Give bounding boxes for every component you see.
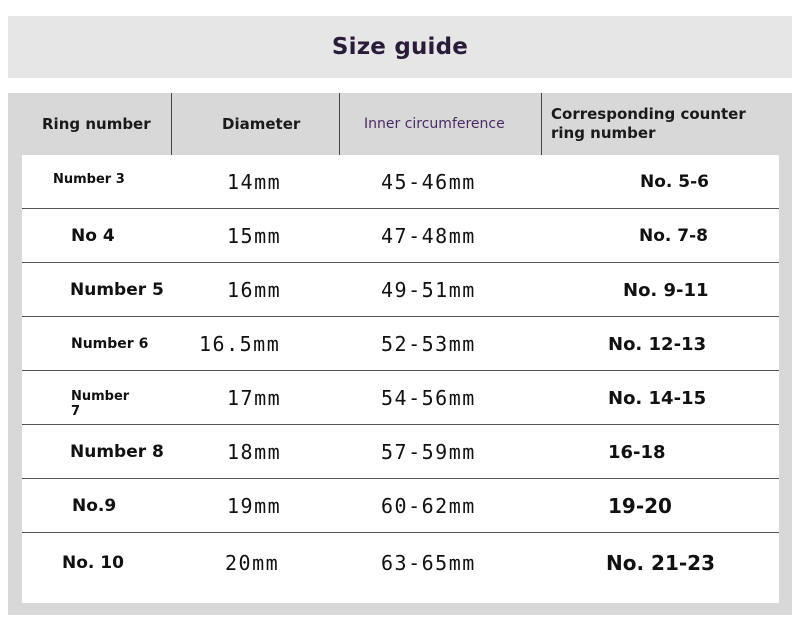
header-inner-circumference: Inner circumference xyxy=(364,116,505,132)
table-row xyxy=(22,263,779,317)
ring-number-cell: Number 8 xyxy=(70,442,164,462)
diameter-cell: 17mm xyxy=(227,386,282,410)
ring-number-cell: No. 10 xyxy=(62,553,124,573)
page-title: Size guide xyxy=(331,34,469,60)
counter-ring-cell: 19-20 xyxy=(608,494,672,518)
ring-number-cell: No 4 xyxy=(71,226,115,246)
header-counter-ring: Corresponding counter ring number xyxy=(551,105,746,142)
ring-number-cell: Number 6 xyxy=(71,336,149,352)
ring-number-cell: No.9 xyxy=(72,496,117,516)
table-row xyxy=(22,425,779,479)
table-row xyxy=(22,533,779,603)
diameter-cell: 16.5mm xyxy=(199,332,281,356)
diameter-cell: 15mm xyxy=(227,224,282,248)
counter-ring-cell: No. 21-23 xyxy=(606,551,716,575)
circumference-cell: 54-56mm xyxy=(381,386,476,410)
diameter-cell: 14mm xyxy=(227,170,282,194)
counter-ring-cell: No. 7-8 xyxy=(639,226,708,246)
diameter-cell: 19mm xyxy=(227,494,282,518)
header-diameter: Diameter xyxy=(222,115,301,133)
table-header xyxy=(8,93,792,155)
circumference-cell: 45-46mm xyxy=(381,170,476,194)
table-row xyxy=(22,371,779,425)
circumference-cell: 57-59mm xyxy=(381,440,476,464)
table-row xyxy=(22,479,779,533)
diameter-cell: 16mm xyxy=(227,278,282,302)
counter-ring-cell: No. 12-13 xyxy=(608,333,707,355)
circumference-cell: 49-51mm xyxy=(381,278,476,302)
circumference-cell: 52-53mm xyxy=(381,332,476,356)
circumference-cell: 60-62mm xyxy=(381,494,476,518)
counter-ring-cell: No. 5-6 xyxy=(640,172,709,192)
diameter-cell: 18mm xyxy=(227,440,282,464)
title-bar xyxy=(8,16,792,78)
header-ring-number: Ring number xyxy=(42,115,151,133)
counter-ring-cell: No. 14-15 xyxy=(608,387,707,409)
size-table xyxy=(8,93,792,615)
ring-number-cell: Number 5 xyxy=(70,280,164,300)
ring-number-cell: Number 7 xyxy=(71,389,130,419)
circumference-cell: 63-65mm xyxy=(381,551,476,575)
ring-number-cell: Number 3 xyxy=(53,171,125,187)
diameter-cell: 20mm xyxy=(225,551,280,575)
counter-ring-cell: 16-18 xyxy=(608,441,666,463)
counter-ring-cell: No. 9-11 xyxy=(623,279,709,301)
table-row xyxy=(22,209,779,263)
table-row xyxy=(22,317,779,371)
circumference-cell: 47-48mm xyxy=(381,224,476,248)
table-row xyxy=(22,155,779,209)
